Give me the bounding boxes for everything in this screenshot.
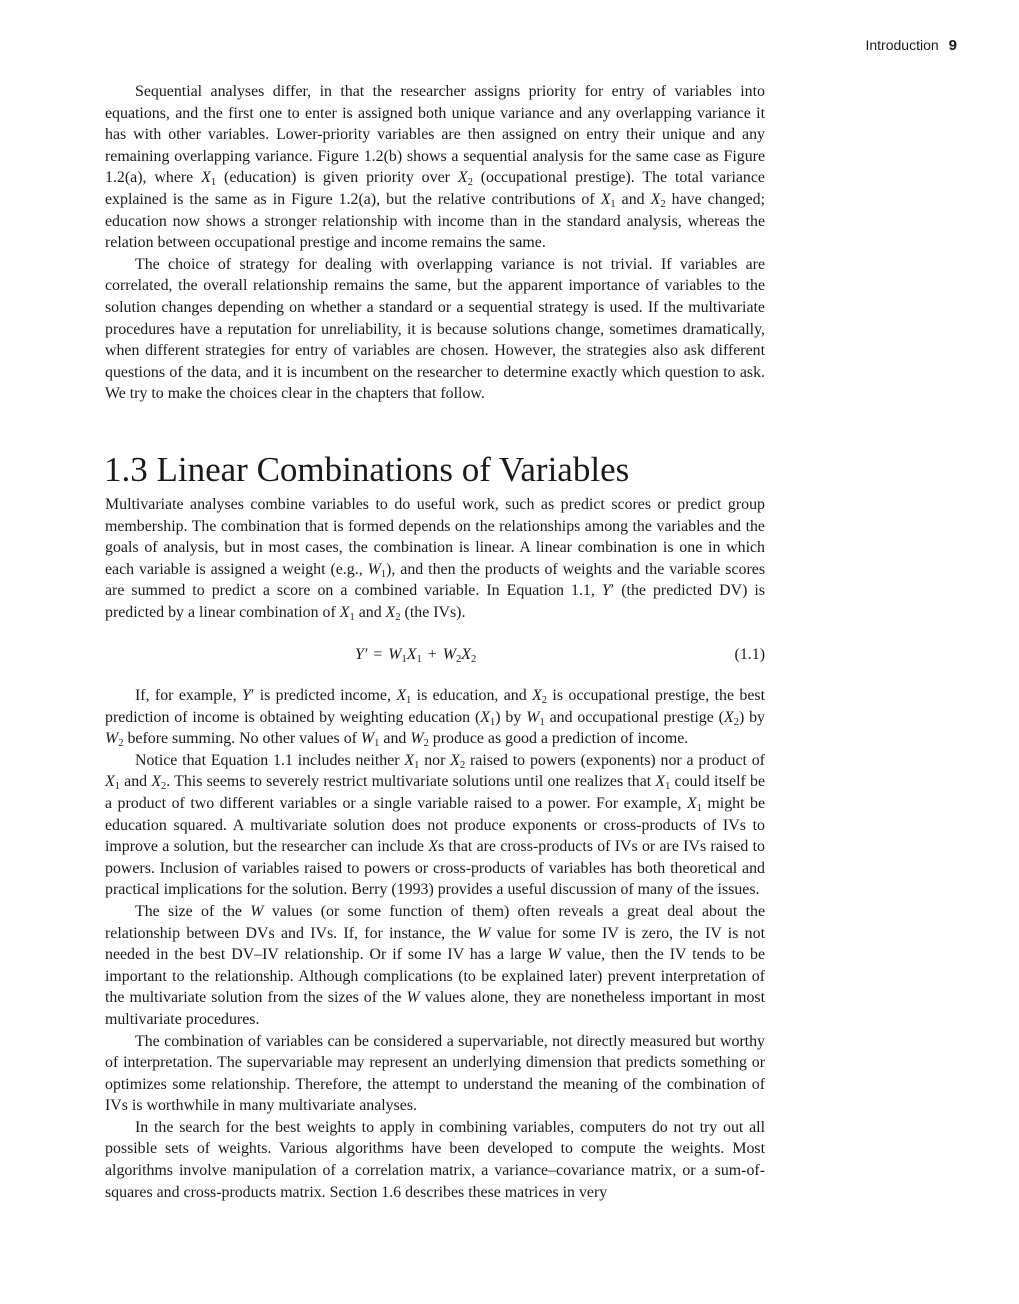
equation-formula: $Y' = W_1X_1 + W_2X_2$ xyxy=(355,646,477,665)
paragraph-supervariable: The combination of variables can be considered a supervariable, not directly measured but worthy of interpretation. The supervariable may represent an underlying dimension that predicts something or optimizes some relationship. Therefore, the attempt to understand the meaning of the combination of IVs is worthwhile in many multivariate analyses. xyxy=(105,1032,765,1115)
section-heading: 1.3 Linear Combinations of Variables xyxy=(104,450,630,489)
paragraph-powers: Notice that Equation 1.1 includes neither $X_1$ nor $X_2$ raised to powers (exponents) nor a product of $X_1$ and $X_2$. This seems to severely restrict multivariate solutions until one realizes that $X_1$ could itself be a product of two different variables or a single variable raised to a power. For example, $X_1$ might be education squared. A multivariate solution does not produce exponents or cross-products of IVs to improve a solution, but the researcher can include Xs that are cross-products of IVs or are IVs raised to powers. Inclusion of variables raised to powers or cross-products of variables has both theoretical and practical implications for the solution. Berry (1993) provides a useful discussion of many of the issues. xyxy=(105,751,766,899)
paragraph-example: If, for example, Y′ is predicted income, $X_1$ is education, and $X_2$ is occupational prestige, the best prediction of income is obtained by weighting education $(X_1)$ by $W_1$ and occupational prestige $(X_2)$ by $W_2$ before summing. No other values of $W_1$ and $W_2$ produce as good a prediction of income. xyxy=(105,687,765,750)
paragraph-strategy: The choice of strategy for dealing with overlapping variance is not trivial. If variables are correlated, the overall relationship remains the same, but the apparent importance of variables to the solution changes depending on whether a standard or a sequential strategy is used. If the multivariate procedures have a reputation for unreliability, it is because solutions change, sometimes dramatically, when different strategies for entry of variables are chosen. However, the strategies also ask different questions of the data, and it is incumbent on the researcher to determine exactly which question to ask. We try to make the choices clear in the chapters that follow. xyxy=(105,255,765,403)
page-number: 9 xyxy=(948,37,957,54)
paragraph-algorithms: In the search for the best weights to apply in combining variables, computers do not try out all possible sets of weights. Various algorithms have been developed to compute the weights. Most algorithms involve manipulation of a correlation matrix, a variance–covariance matrix, or a sum-of-squares and cross-products matrix. Section 1.6 describes these matrices in very xyxy=(105,1118,765,1201)
running-head xyxy=(865,37,957,54)
paragraph-w-values: The size of the W values (or some function of them) often reveals a great deal about the relationship between DVs and IVs. If, for instance, the W value for some IV is zero, the IV is not needed in the best DV–IV relationship. Or if some IV has a large W value, then the IV tends to be important to the relationship. Although complications (to be explained later) prevent interpretation of the multivariate solution from the sizes of the W values alone, they are nonetheless important in most multivariate procedures. xyxy=(105,902,765,1028)
running-title: Introduction xyxy=(865,37,939,53)
text-block-overlap xyxy=(105,81,765,405)
equation-number: (1.1) xyxy=(734,646,765,663)
text-block-linear xyxy=(105,494,765,624)
paragraph-sequential: Sequential analyses differ, in that the researcher assigns priority for entry of variables into equations, and the first one to enter is assigned both unique variance and any overlapping variance it has with other variables. Lower-priority variables are then assigned on entry their unique and any remaining overlapping variance. Figure 1.2(b) shows a sequential analysis for the same case as Figure 1.2(a), where $X_1$ (education) is given priority over $X_2$ (occupational prestige). The total variance explained is the same as in Figure 1.2(a), but the relative contributions of $X_1$ and $X_2$ have changed; education now shows a stronger relationship with income than in the standard analysis, whereas the relation between occupational prestige and income remains the same. xyxy=(105,83,765,252)
paragraph-linear-intro: Multivariate analyses combine variables to do useful work, such as predict scores or predict group membership. The combination that is formed depends on the relationships among the variables and the goals of analysis, but in most cases, the combination is linear. A linear combination is one in which each variable is assigned a weight (e.g., $W_1$), and then the products of weights and the variable scores are summed to predict a score on a combined variable. In Equation 1.1, Y′ (the predicted DV) is predicted by a linear combination of $X_1$ and $X_2$ (the IVs). xyxy=(105,496,765,623)
equation-1-1 xyxy=(105,646,765,668)
text-block-weights xyxy=(105,685,765,1203)
